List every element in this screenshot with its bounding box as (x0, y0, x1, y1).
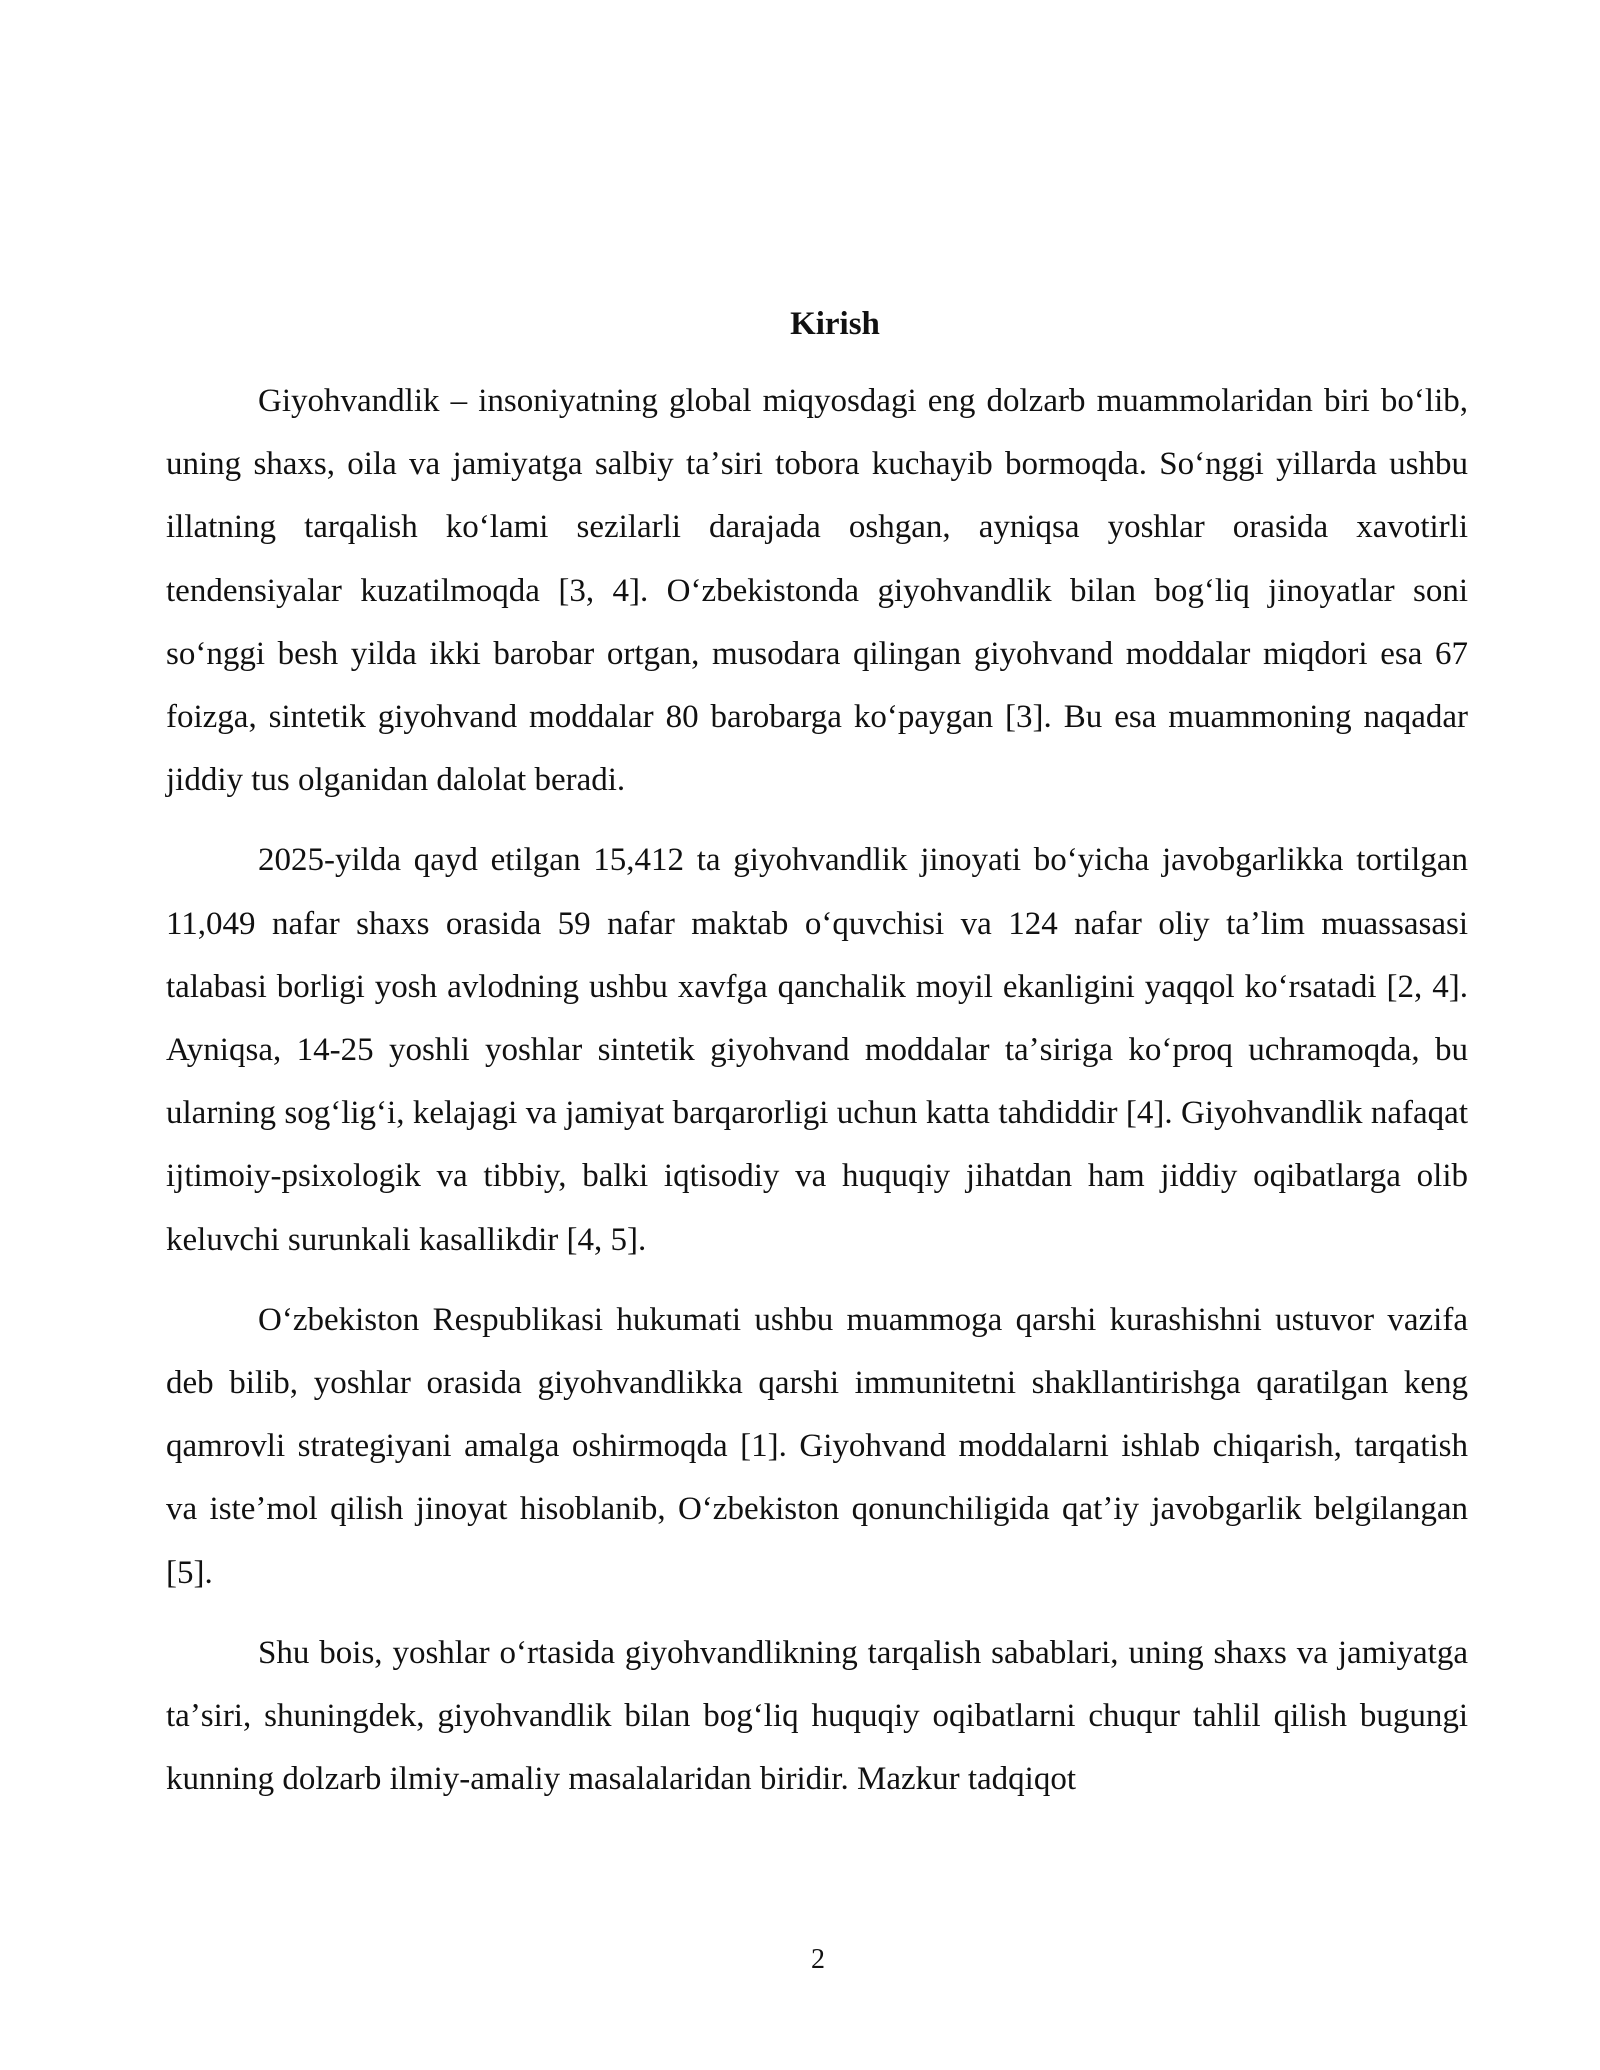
paragraph-3: Oʻzbekiston Respublikasi hukumati ushbu muammoga qarshi kurashishni ustuvor vazifa deb bilib, yoshlar orasida giyohvandlikka qarshi immunitetni shakllantirishga qaratilgan keng qamrovli strategiyani amalga oshirmoqda [1]. Giyohvand moddalarni ishlab chiqarish, tarqatish va isteʼmol qilish jinoyat hisoblanib, Oʻzbekiston qonunchiligida qatʼiy javobgarlik belgilangan [5]. (166, 1301, 1468, 1591)
paragraph-4: Shu bois, yoshlar oʻrtasida giyohvandlikning tarqalish sabablari, uning shaxs va jamiyatga taʼsiri, shuningdek, giyohvandlik bilan bogʻliq huquqiy oqibatlarni chuqur tahlil qilish bugungi kunning dolzarb ilmiy-amaliy masalalaridan biridir. Mazkur tadqiqot (166, 1634, 1468, 1798)
page-body (166, 304, 1468, 1828)
paragraph-1: Giyohvandlik – insoniyatning global miqyosdagi eng dolzarb muammolaridan biri boʻlib, uning shaxs, oila va jamiyatga salbiy taʼsiri tobora kuchayib bormoqda. Soʻnggi yillarda ushbu illatning tarqalish koʻlami sezilarli darajada oshgan, ayniqsa yoshlar orasida xavotirli tendensiyalar kuzatilmoqda [3, 4]. Oʻzbekistonda giyohvandlik bilan bogʻliq jinoyatlar soni soʻnggi besh yilda ikki barobar ortgan, musodara qilingan giyohvand moddalar miqdori esa 67 foizga, sintetik giyohvand moddalar 80 barobarga koʻpaygan [3]. Bu esa muammoning naqadar jiddiy tus olganidan dalolat beradi. (166, 383, 1468, 799)
page-number: 2 (811, 1944, 825, 1975)
section-heading: Kirish (790, 306, 880, 342)
paragraph-2: 2025-yilda qayd etilgan 15,412 ta giyohvandlik jinoyati boʻyicha javobgarlikka tortilgan 11,049 nafar shaxs orasida 59 nafar maktab oʻquvchisi va 124 nafar oliy taʼlim muassasasi talabasi borligi yosh avlodning ushbu xavfga qanchalik moyil ekanligini yaqqol koʻrsatadi [2, 4]. Ayniqsa, 14-25 yoshli yoshlar sintetik giyohvand moddalar taʼsiriga koʻproq uchramoqda, bu ularning sogʻligʻi, kelajagi va jamiyat barqarorligi uchun katta tahdiddir [4]. Giyohvandlik nafaqat ijtimoiy-psixologik va tibbiy, balki iqtisodiy va huquqiy jihatdan ham jiddiy oqibatlarga olib keluvchi surunkali kasallikdir [4, 5]. (166, 842, 1468, 1258)
